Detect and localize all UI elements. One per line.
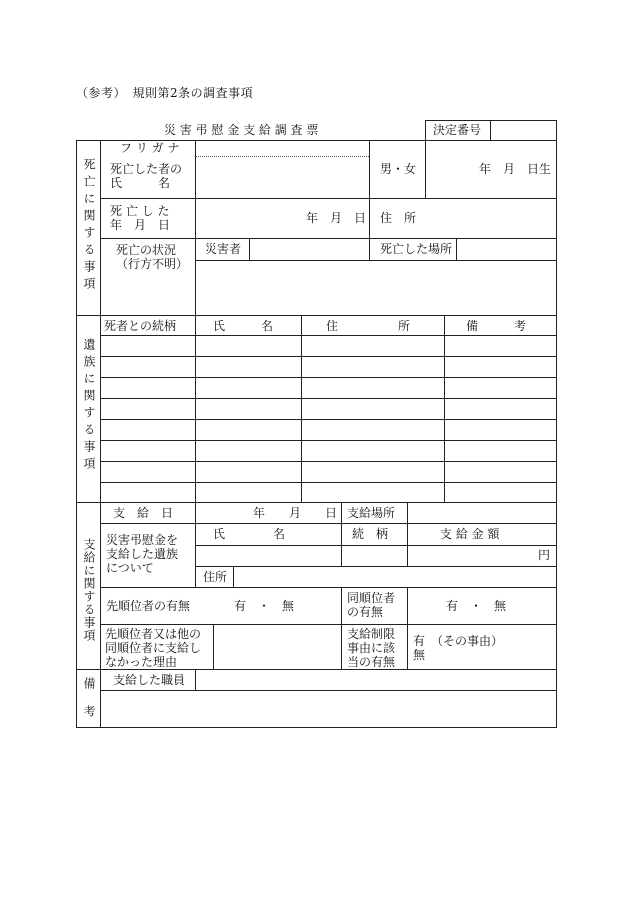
payment-section-label: 支給に関する事項 (82, 538, 96, 642)
remarks-section-label: 備 考 (82, 677, 96, 719)
same-rank-option[interactable]: 有 ・ 無 (446, 599, 507, 613)
death-place-label: 死亡した場所 (380, 242, 453, 256)
birth-date-field[interactable]: 年 月 日生 (479, 162, 552, 176)
staff-field[interactable] (200, 673, 550, 687)
recipient-address-label: 住所 (203, 570, 228, 584)
reason-field[interactable] (218, 630, 336, 664)
form-title: 災 害 弔 慰 金 支 給 調 査 票 (164, 123, 319, 137)
reason-label: 先順位者又は他の 同順位者に支給し なかった理由 (105, 627, 202, 669)
prior-person-option[interactable]: 有 ・ 無 (234, 599, 295, 613)
col-address: 住 所 (326, 319, 411, 333)
same-rank-label: 同順位者 の有無 (347, 591, 396, 619)
address-label: 住 所 (380, 211, 417, 225)
recipient-relation-col: 続 柄 (352, 527, 389, 541)
col-relation: 死者との続柄 (104, 319, 177, 333)
furigana-label: フ リ ガ ナ (120, 141, 180, 155)
payment-date-label: 支 給 日 (113, 506, 174, 520)
death-status-label: 死亡の状況 （行方不明） (116, 243, 189, 271)
decision-no-label: 決定番号 (433, 123, 482, 137)
yen-unit: 円 (538, 548, 551, 562)
disaster-person-label: 災害者 (205, 242, 242, 256)
prior-person-label: 先順位者の有無 (106, 599, 191, 613)
recipient-label: 災害弔慰金を 支給した遺族 について (106, 533, 179, 575)
gender-option[interactable]: 男・女 (380, 162, 417, 176)
death-date-field[interactable]: 年 月 日 (306, 211, 367, 225)
recipient-name-col: 氏 名 (213, 527, 286, 541)
deceased-name-field[interactable] (200, 165, 365, 193)
page-header: （参考） 規則第2条の調査事項 (76, 86, 254, 100)
col-remarks: 備 考 (466, 319, 527, 333)
deceased-name-label: 死亡した者の 氏 名 (110, 162, 183, 190)
staff-label: 支給した職員 (113, 673, 186, 687)
col-name: 氏 名 (213, 319, 274, 333)
payment-amount-col: 支 給 金 額 (440, 527, 500, 541)
death-section-label: 死亡に関する事項 (82, 158, 96, 294)
payment-place-label: 支給場所 (347, 506, 396, 520)
death-date-label: 死 亡 し た 年 月 日 (110, 204, 171, 232)
limit-option[interactable]: 有 （その事由） 無 (413, 634, 504, 662)
limit-label: 支給制限 事由に該 当の有無 (347, 627, 396, 669)
payment-date-field[interactable]: 年 月 日 (253, 506, 338, 520)
family-section-label: 遺族に関する事項 (82, 338, 96, 474)
